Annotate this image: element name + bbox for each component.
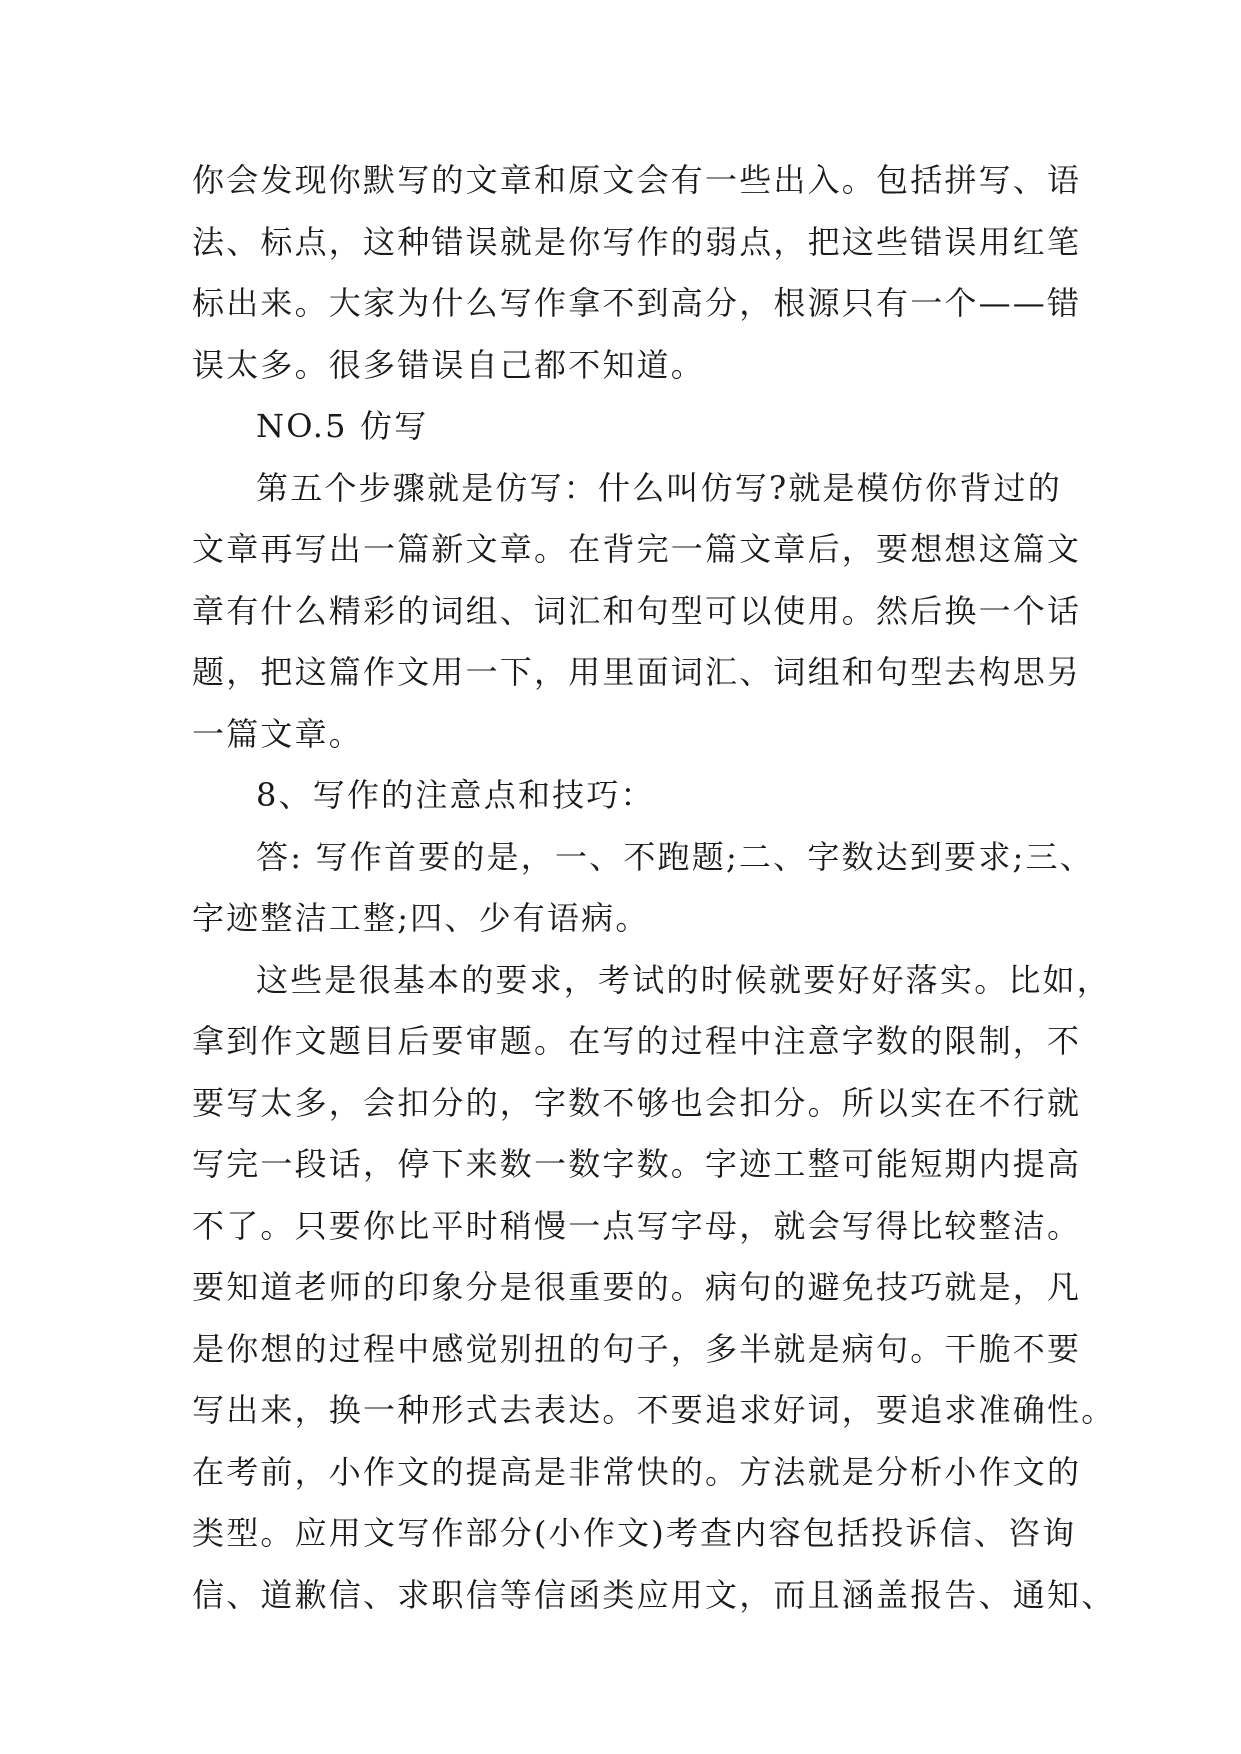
text-line-16: 要写太多，会扣分的，字数不够也会扣分。所以实在不行就 — [192, 1083, 1082, 1122]
text-line-20: 是你想的过程中感觉别扭的句子，多半就是病句。干脆不要 — [192, 1329, 1082, 1368]
text-line-8: 章有什么精彩的词组、词汇和句型可以使用。然后换一个话 — [192, 591, 1082, 630]
text-line-19: 要知道老师的印象分是很重要的。病句的避免技巧就是，凡 — [192, 1268, 1082, 1306]
text-line-10: 一篇文章。 — [192, 714, 364, 753]
text-line-12: 答: 写作首要的是，一、不跑题;二、字数达到要求;三、 — [256, 837, 1094, 876]
text-line-3: 标出来。大家为什么写作拿不到高分，根源只有一个——错 — [192, 284, 1082, 322]
text-line-1: 你会发现你默写的文章和原文会有一些出入。包括拼写、语 — [192, 161, 1082, 199]
text-line-15: 拿到作文题目后要审题。在写的过程中注意字数的限制，不 — [192, 1022, 1082, 1060]
text-line-24: 信、道歉信、求职信等信函类应用文，而且涵盖报告、通知、 — [192, 1575, 1116, 1614]
text-line-7: 文章再写出一篇新文章。在背完一篇文章后，要想想这篇文 — [192, 530, 1082, 568]
text-line-9: 题，把这篇作文用一下，用里面词汇、词组和句型去构思另 — [192, 653, 1082, 691]
text-line-14: 这些是很基本的要求，考试的时候就要好好落实。比如， — [256, 960, 1112, 999]
section-heading: NO.5 仿写 — [256, 407, 429, 445]
question-heading: 8、写作的注意点和技巧： — [256, 776, 655, 814]
text-line-21: 写出来，换一种形式去表达。不要追求好词，要追求准确性。 — [192, 1391, 1116, 1429]
text-line-4: 误太多。很多错误自己都不知道。 — [192, 345, 706, 384]
text-line-23: 类型。应用文写作部分(小作文)考查内容包括投诉信、咨询 — [192, 1514, 1077, 1552]
text-line-17: 写完一段话，停下来数一数字数。字迹工整可能短期内提高 — [192, 1145, 1082, 1183]
text-line-2: 法、标点，这种错误就是你写作的弱点，把这些错误用红笔 — [192, 222, 1082, 261]
text-line-18: 不了。只要你比平时稍慢一点写字母，就会写得比较整洁。 — [192, 1206, 1082, 1245]
text-line-13: 字迹整洁工整;四、少有语病。 — [192, 899, 650, 937]
text-line-6: 第五个步骤就是仿写：什么叫仿写?就是模仿你背过的 — [256, 468, 1062, 507]
body-text — [192, 150, 1116, 1626]
text-line-22: 在考前，小作文的提高是非常快的。方法就是分析小作文的 — [192, 1452, 1082, 1491]
